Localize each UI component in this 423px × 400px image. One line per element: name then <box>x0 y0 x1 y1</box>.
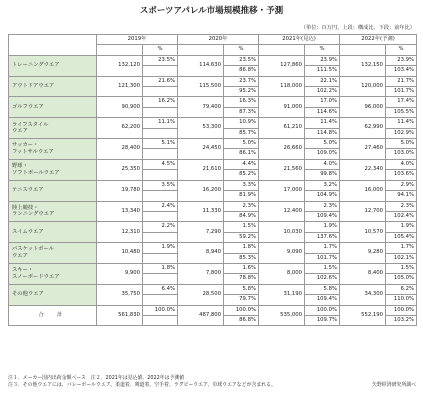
yoy-cell <box>143 170 178 180</box>
share-cell: 5.1% <box>143 139 178 149</box>
value-cell: 16,200 <box>178 180 224 201</box>
yoy-cell: 103.4% <box>386 66 417 76</box>
share-cell: 21.6% <box>143 76 178 86</box>
share-cell: 100.0% <box>386 305 417 315</box>
value-cell: 19,780 <box>97 180 143 201</box>
yoy-cell: 109.0% <box>305 149 340 159</box>
share-cell: 4.5% <box>143 159 178 169</box>
value-cell: 8,000 <box>259 263 305 284</box>
share-cell: 16.3% <box>224 97 259 107</box>
value-cell: 8,400 <box>340 263 386 284</box>
share-cell: 2.3% <box>386 201 417 211</box>
header-value-cell <box>259 45 305 55</box>
yoy-cell: 99.8% <box>305 170 340 180</box>
yoy-cell <box>143 253 178 263</box>
footnotes <box>8 375 416 389</box>
total-label: 合 計 <box>9 305 97 326</box>
value-cell: 25,350 <box>97 159 143 180</box>
yoy-cell: 81.9% <box>224 191 259 201</box>
source-credit: 矢野経済研究所調べ <box>371 382 416 388</box>
value-cell: 13,340 <box>97 201 143 222</box>
value-cell: 10,030 <box>259 222 305 243</box>
value-cell: 24,450 <box>178 139 224 160</box>
yoy-cell: 114.6% <box>305 107 340 117</box>
yoy-cell <box>143 191 178 201</box>
share-cell: 5.8% <box>305 284 340 294</box>
category-label: ゴルフウエア <box>9 97 97 118</box>
value-cell: 35,750 <box>97 284 143 305</box>
value-cell: 487,800 <box>178 305 224 326</box>
share-cell: 21.7% <box>386 76 417 86</box>
category-label: 野球・ ソフトボールウエア <box>9 159 97 180</box>
yoy-cell: 85.7% <box>224 128 259 138</box>
header-year-2022: 2022年(予測) <box>340 35 417 45</box>
share-cell: 23.9% <box>305 55 340 65</box>
share-cell: 3.3% <box>224 180 259 190</box>
share-cell: 2.3% <box>224 201 259 211</box>
yoy-cell: 102.4% <box>386 211 417 221</box>
yoy-cell: 85.3% <box>224 253 259 263</box>
share-cell: 2.9% <box>386 180 417 190</box>
share-cell: 23.7% <box>224 76 259 86</box>
value-cell: 121,300 <box>97 76 143 97</box>
yoy-cell: 103.0% <box>386 149 417 159</box>
table-row-share <box>9 139 417 149</box>
yoy-cell: 103.6% <box>386 170 417 180</box>
yoy-cell: 109.4% <box>305 295 340 305</box>
yoy-cell: 87.3% <box>224 107 259 117</box>
value-cell: 132,150 <box>340 55 386 76</box>
header-row-years <box>9 35 417 45</box>
table-row-share <box>9 201 417 211</box>
share-cell: 23.9% <box>386 55 417 65</box>
yoy-cell: 105.5% <box>386 107 417 117</box>
share-cell: 17.0% <box>305 97 340 107</box>
note-1: 注１．メーカー国内出荷金額ベース 注２．2021年は見込値、2022年は予測値 <box>8 375 185 381</box>
category-label: その他ウエア <box>9 284 97 305</box>
share-cell: 1.9% <box>305 222 340 232</box>
value-cell: 31,190 <box>259 284 305 305</box>
yoy-cell: 137.6% <box>305 232 340 242</box>
share-cell: 1.6% <box>224 263 259 273</box>
category-label: ライフスタイル ウエア <box>9 118 97 139</box>
value-cell: 12,310 <box>97 222 143 243</box>
value-cell: 132,120 <box>97 55 143 76</box>
total-row-share <box>9 305 417 315</box>
yoy-cell: 109.4% <box>305 211 340 221</box>
yoy-cell <box>143 128 178 138</box>
yoy-cell: 95.2% <box>224 87 259 97</box>
value-cell: 127,860 <box>259 55 305 76</box>
yoy-cell <box>143 87 178 97</box>
share-cell: 1.9% <box>143 243 178 253</box>
share-cell: 4.0% <box>305 159 340 169</box>
category-label: トレーニングウエア <box>9 55 97 76</box>
value-cell: 12,700 <box>340 201 386 222</box>
value-cell: 96,000 <box>340 97 386 118</box>
share-cell: 1.7% <box>386 243 417 253</box>
yoy-cell: 114.8% <box>305 128 340 138</box>
table-row-share <box>9 55 417 65</box>
share-cell: 1.5% <box>224 222 259 232</box>
share-cell: 16.2% <box>143 97 178 107</box>
header-year-2020: 2020年 <box>178 35 259 45</box>
table-body <box>9 35 417 326</box>
table-row-share <box>9 222 417 232</box>
value-cell: 53,300 <box>178 118 224 139</box>
table-row-share <box>9 159 417 169</box>
value-cell: 61,210 <box>259 118 305 139</box>
header-corner <box>9 35 97 56</box>
share-cell: 1.9% <box>386 222 417 232</box>
table-row-share <box>9 76 417 86</box>
value-cell: 114,630 <box>178 55 224 76</box>
table-row-share <box>9 243 417 253</box>
share-cell: 6.2% <box>386 284 417 294</box>
yoy-cell <box>143 149 178 159</box>
share-cell: 2.4% <box>143 201 178 211</box>
share-cell: 100.0% <box>224 305 259 315</box>
yoy-cell: 59.2% <box>224 232 259 242</box>
header-value-cell <box>178 45 224 55</box>
value-cell: 7,290 <box>178 222 224 243</box>
yoy-cell: 102.6% <box>305 274 340 284</box>
value-cell: 535,000 <box>259 305 305 326</box>
header-year-2019: 2019年 <box>97 35 178 45</box>
share-cell: 3.5% <box>143 180 178 190</box>
header-pct: % <box>386 45 417 55</box>
value-cell: 21,610 <box>178 159 224 180</box>
share-cell: 10.9% <box>224 118 259 128</box>
header-year-2021: 2021年(見込) <box>259 35 340 45</box>
value-cell: 10,480 <box>97 243 143 264</box>
share-cell: 1.7% <box>305 243 340 253</box>
yoy-cell: 110.0% <box>386 295 417 305</box>
yoy-cell <box>143 211 178 221</box>
value-cell: 34,300 <box>340 284 386 305</box>
category-label: サッカー・ フットサルウエア <box>9 139 97 160</box>
value-cell: 90,900 <box>97 97 143 118</box>
yoy-cell: 102.2% <box>305 87 340 97</box>
share-cell: 5.8% <box>224 284 259 294</box>
table-row-share <box>9 180 417 190</box>
share-cell: 23.5% <box>143 55 178 65</box>
value-cell: 28,500 <box>178 284 224 305</box>
yoy-cell: 102.1% <box>386 253 417 263</box>
share-cell: 100.0% <box>143 305 178 315</box>
yoy-cell: 104.9% <box>305 191 340 201</box>
yoy-cell: 86.1% <box>224 149 259 159</box>
yoy-cell: 86.8% <box>224 66 259 76</box>
share-cell: 4.0% <box>386 159 417 169</box>
value-cell: 118,000 <box>259 76 305 97</box>
yoy-cell: 78.8% <box>224 274 259 284</box>
value-cell: 9,280 <box>340 243 386 264</box>
yoy-cell: 109.7% <box>305 315 340 325</box>
yoy-cell: 103.2% <box>386 315 417 325</box>
yoy-cell <box>143 295 178 305</box>
share-cell: 11.1% <box>143 118 178 128</box>
yoy-cell: 86.8% <box>224 315 259 325</box>
value-cell: 120,000 <box>340 76 386 97</box>
share-cell: 2.2% <box>143 222 178 232</box>
category-label: バスケットボール ウエア <box>9 243 97 264</box>
header-value-cell <box>340 45 386 55</box>
share-cell: 1.8% <box>224 243 259 253</box>
value-cell: 8,940 <box>178 243 224 264</box>
share-cell: 11.4% <box>305 118 340 128</box>
value-cell: 28,400 <box>97 139 143 160</box>
unit-note: （単位：百万円、上段：構成比、下段：前年比） <box>300 25 415 31</box>
value-cell: 561,830 <box>97 305 143 326</box>
value-cell: 17,000 <box>259 180 305 201</box>
yoy-cell: 102.9% <box>386 128 417 138</box>
header-pct: % <box>143 45 178 55</box>
category-label: テニスウエア <box>9 180 97 201</box>
value-cell: 10,570 <box>340 222 386 243</box>
header-pct: % <box>305 45 340 55</box>
yoy-cell <box>143 274 178 284</box>
yoy-cell: 101.7% <box>305 253 340 263</box>
value-cell: 9,900 <box>97 263 143 284</box>
value-cell: 11,330 <box>178 201 224 222</box>
yoy-cell: 101.7% <box>386 87 417 97</box>
yoy-cell <box>143 315 178 325</box>
value-cell: 552,190 <box>340 305 386 326</box>
category-label: 陸上競技・ ランニングウエア <box>9 201 97 222</box>
share-cell: 1.5% <box>386 263 417 273</box>
share-cell: 2.3% <box>305 201 340 211</box>
category-label: スキー・ スノーボードウエア <box>9 263 97 284</box>
value-cell: 115,500 <box>178 76 224 97</box>
value-cell: 22,340 <box>340 159 386 180</box>
value-cell: 62,200 <box>97 118 143 139</box>
page-title: スポーツアパレル市場規模推移・予測 <box>139 6 284 16</box>
yoy-cell: 105.0% <box>386 274 417 284</box>
value-cell: 7,800 <box>178 263 224 284</box>
share-cell: 1.8% <box>143 263 178 273</box>
value-cell: 91,000 <box>259 97 305 118</box>
value-cell: 27,460 <box>340 139 386 160</box>
table-row-share <box>9 118 417 128</box>
table-row-share <box>9 97 417 107</box>
share-cell: 17.4% <box>386 97 417 107</box>
yoy-cell <box>143 232 178 242</box>
value-cell: 62,990 <box>340 118 386 139</box>
category-label: スイムウエア <box>9 222 97 243</box>
share-cell: 100.0% <box>305 305 340 315</box>
category-label: アウトドアウエア <box>9 76 97 97</box>
yoy-cell: 84.9% <box>224 211 259 221</box>
value-cell: 12,400 <box>259 201 305 222</box>
yoy-cell <box>143 107 178 117</box>
value-cell: 9,090 <box>259 243 305 264</box>
share-cell: 1.5% <box>305 263 340 273</box>
share-cell: 22.1% <box>305 76 340 86</box>
share-cell: 5.0% <box>305 139 340 149</box>
share-cell: 6.4% <box>143 284 178 294</box>
value-cell: 21,560 <box>259 159 305 180</box>
market-size-table <box>8 34 417 326</box>
header-value-cell <box>97 45 143 55</box>
share-cell: 3.2% <box>305 180 340 190</box>
share-cell: 4.4% <box>224 159 259 169</box>
value-cell: 79,400 <box>178 97 224 118</box>
yoy-cell: 79.7% <box>224 295 259 305</box>
table-row-share <box>9 284 417 294</box>
value-cell: 26,660 <box>259 139 305 160</box>
share-cell: 5.0% <box>224 139 259 149</box>
share-cell: 11.4% <box>386 118 417 128</box>
yoy-cell: 105.4% <box>386 232 417 242</box>
header-pct: % <box>224 45 259 55</box>
yoy-cell: 111.5% <box>305 66 340 76</box>
yoy-cell: 85.2% <box>224 170 259 180</box>
share-cell: 23.5% <box>224 55 259 65</box>
share-cell: 5.0% <box>386 139 417 149</box>
note-2: 注３．その他ウエアには、バレーボールウエア、柔道着、剣道着、空手着、ラグビーウエア、卓球ウエアなどが含まれる。 <box>8 382 276 388</box>
yoy-cell: 94.1% <box>386 191 417 201</box>
yoy-cell <box>143 66 178 76</box>
value-cell: 16,000 <box>340 180 386 201</box>
table-row-share <box>9 263 417 273</box>
